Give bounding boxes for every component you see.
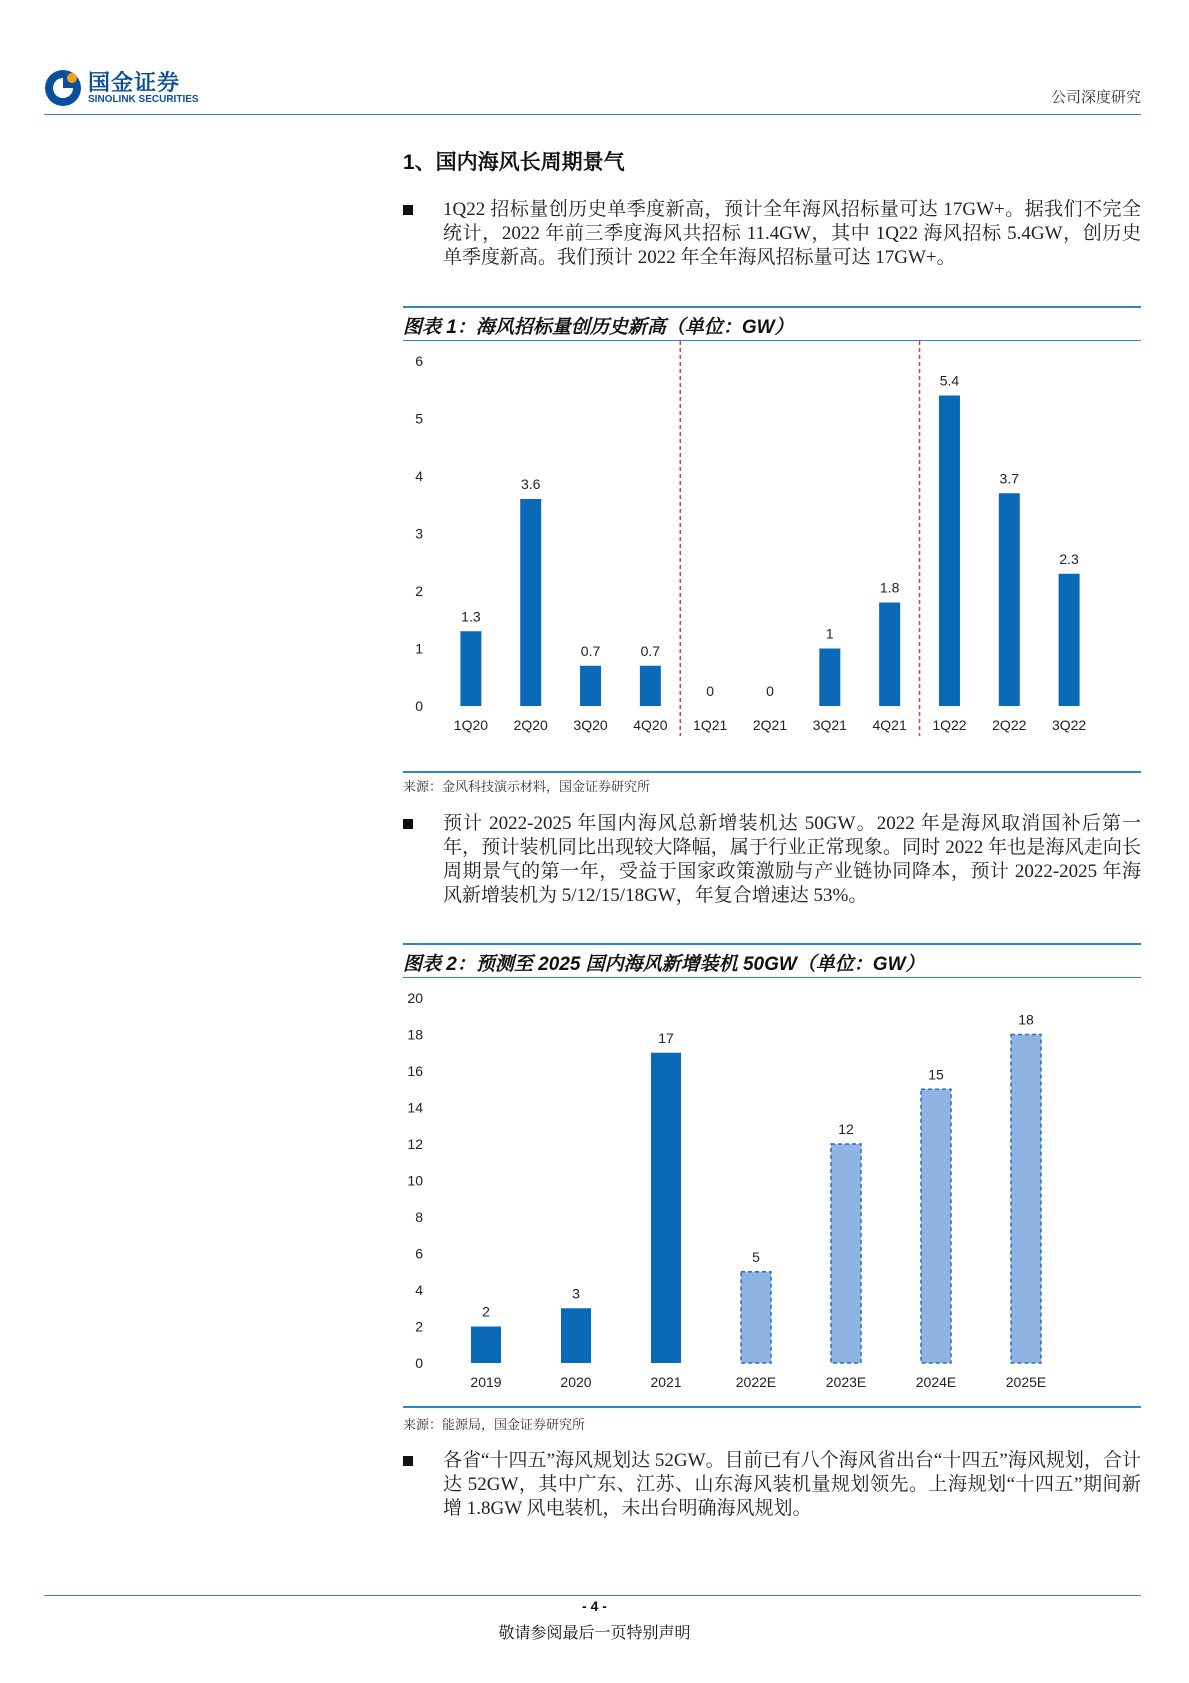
company-logo — [44, 66, 214, 112]
x-tick-label: 1Q20 — [453, 717, 489, 733]
logo-chinese-name: 国金证券 — [88, 70, 181, 95]
logo-english-name: SINOLINK SECURITIES — [88, 94, 199, 105]
figure-title — [403, 306, 1141, 341]
y-tick-label: 16 — [407, 1063, 423, 1079]
bar-estimate — [831, 1144, 861, 1363]
x-tick-label: 3Q20 — [573, 717, 608, 733]
bullet-icon — [403, 819, 413, 829]
x-tick-label: 2023E — [825, 1374, 867, 1390]
y-tick-label: 14 — [407, 1099, 423, 1116]
disclaimer: 敬请参阅最后一页特别声明 — [498, 1625, 691, 1642]
bullet-paragraph — [403, 1449, 1141, 1521]
data-label: 2 — [482, 1303, 490, 1320]
x-tick-label: 4Q20 — [633, 717, 668, 733]
figure-source: 来源：金风科技演示材料，国金证券研究所 — [403, 779, 651, 794]
bar — [999, 493, 1020, 706]
bar — [879, 603, 900, 707]
y-tick-label: 5 — [415, 410, 423, 427]
header-divider — [44, 114, 1141, 115]
chart-bottom-rule — [403, 1406, 1141, 1408]
paragraph-text: 各省“十四五”海风规划达 52GW。目前已有八个海风省出台“十四五”海风规划，合计达 52GW，其中广东、江苏、山东海风装机量规划领先。上海规划“十四五”期间新增 1.8GW 风电装机，未出台明确海风规划。 — [443, 1450, 1141, 1519]
chart-installations-svg — [403, 978, 1141, 1406]
y-tick-label: 0 — [415, 698, 423, 714]
bar — [471, 1327, 501, 1364]
chart-tenders-svg — [403, 341, 1141, 771]
figure-title-text: 图表 1：海风招标量创历史新高（单位：GW） — [403, 317, 794, 338]
x-tick-label: 3Q22 — [1051, 717, 1087, 733]
y-tick-label: 0 — [415, 1355, 423, 1371]
x-tick-label: 2022E — [735, 1374, 777, 1390]
y-tick-label: 2 — [415, 1318, 423, 1335]
figure-title-text: 图表 2：预测至 2025 国内海风新增装机 50GW（单位：GW） — [403, 954, 925, 975]
x-tick-label: 2025E — [1005, 1374, 1047, 1390]
x-tick-label: 4Q21 — [872, 717, 907, 733]
bullet-icon — [403, 1456, 413, 1466]
y-tick-label: 6 — [415, 353, 423, 369]
bar-estimate — [921, 1089, 951, 1363]
bar — [580, 666, 601, 706]
bar — [819, 649, 840, 707]
paragraph-text: 预计 2022-2025 年国内海风总新增装机达 50GW。2022 年是海风取消国补后第一年，预计装机同比出现较大降幅，属于行业正常现象。同时 2022 年也是海风走向长周期景气的第一年，受益于国家政策激励与产业链协同降本，预计 2022-2025 年海风新增装机为 5/12/15/18GW，年复合增速达 53%。 — [443, 813, 1141, 906]
paragraph-text: 1Q22 招标量创历史单季度新高，预计全年海风招标量可达 17GW+。据我们不完全统计，2022 年前三季度海风共招标 11.4GW，其中 1Q22 海风招标 5.4GW，创历史单季度新高。我们预计 2022 年全年海风招标量可达 17GW+。 — [443, 199, 1141, 268]
y-tick-label: 1 — [415, 640, 423, 657]
y-tick-label: 10 — [407, 1172, 423, 1189]
y-tick-label: 4 — [415, 1282, 423, 1298]
data-label: 2.3 — [1059, 550, 1079, 567]
bar — [561, 1308, 591, 1363]
x-tick-label: 2024E — [915, 1374, 957, 1390]
bar-estimate — [741, 1272, 771, 1363]
x-tick-label: 2020 — [560, 1374, 592, 1390]
data-label: 0.7 — [580, 642, 601, 659]
x-tick-label: 2019 — [470, 1374, 502, 1390]
data-label: 0.7 — [640, 642, 661, 659]
figure-title — [403, 943, 1141, 978]
x-tick-label: 2021 — [650, 1374, 682, 1390]
y-tick-label: 18 — [407, 1026, 423, 1043]
bullet-paragraph — [403, 198, 1141, 294]
x-tick-label: 2Q20 — [513, 717, 548, 733]
figure-source: 来源：能源局，国金证券研究所 — [403, 1417, 586, 1432]
bullet-icon — [403, 205, 413, 215]
data-label: 1.8 — [879, 579, 900, 596]
bar — [651, 1053, 681, 1363]
bar-estimate — [1011, 1035, 1041, 1364]
data-label: 5 — [752, 1248, 760, 1265]
sinolink-logo-icon — [44, 69, 82, 107]
data-label: 15 — [928, 1066, 944, 1083]
footer-divider — [44, 1595, 1141, 1596]
data-label: 17 — [658, 1029, 674, 1046]
x-tick-label: 1Q21 — [693, 717, 728, 733]
x-tick-label: 2Q21 — [752, 717, 788, 733]
x-tick-label: 3Q21 — [812, 717, 847, 733]
y-tick-label: 4 — [415, 468, 423, 484]
chart-tenders — [403, 341, 1141, 771]
bar — [460, 631, 481, 706]
chart-installations — [403, 978, 1141, 1406]
bar — [640, 666, 661, 706]
y-tick-label: 2 — [415, 583, 423, 599]
data-label: 0 — [706, 683, 715, 699]
y-tick-label: 6 — [415, 1245, 423, 1262]
data-label: 5.4 — [939, 372, 960, 389]
bar — [939, 396, 960, 707]
data-label: 18 — [1018, 1011, 1034, 1028]
section-title: 1、国内海风长周期景气 — [403, 151, 625, 174]
data-label: 0 — [766, 683, 774, 699]
y-tick-label: 20 — [407, 990, 423, 1006]
data-label: 3 — [572, 1285, 580, 1302]
report-type: 公司深度研究 — [1050, 90, 1141, 106]
bar — [520, 499, 541, 706]
data-label: 3.6 — [520, 476, 541, 492]
y-tick-label: 3 — [415, 525, 423, 542]
data-label: 3.7 — [999, 470, 1020, 487]
x-tick-label: 2Q22 — [992, 717, 1027, 733]
y-tick-label: 12 — [407, 1136, 423, 1152]
data-label: 1 — [825, 625, 834, 642]
page-number: - 4 - — [582, 1598, 607, 1614]
y-tick-label: 8 — [415, 1209, 423, 1225]
data-label: 1.3 — [461, 608, 481, 625]
data-label: 12 — [838, 1121, 854, 1137]
bullet-paragraph — [403, 812, 1141, 932]
chart-bottom-rule — [403, 771, 1141, 773]
bar — [1059, 574, 1080, 706]
x-tick-label: 1Q22 — [932, 717, 967, 733]
